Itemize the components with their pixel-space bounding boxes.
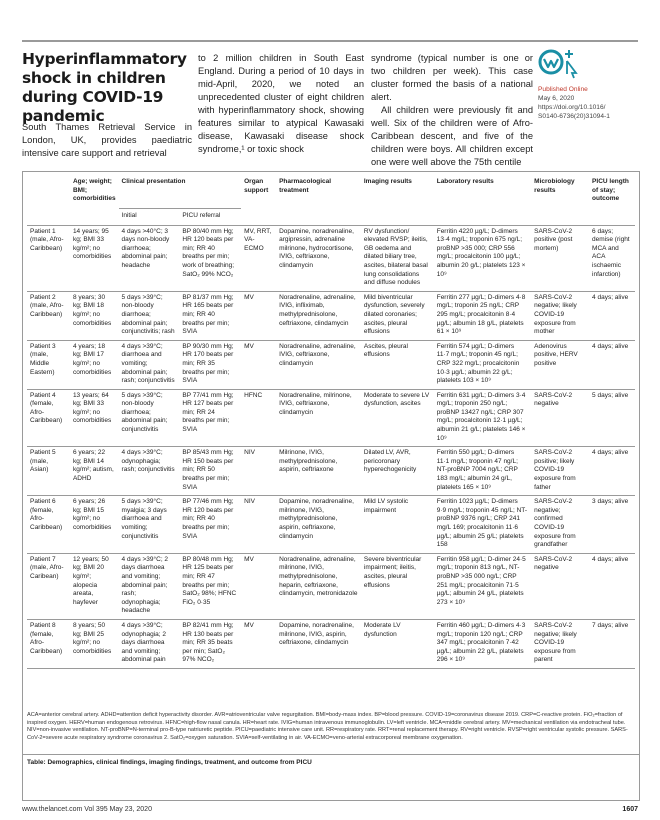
- cell-initial: 4 days >39°C; diarrhoea and vomiting; abdominal pain; rash; conjunctivitis: [121, 342, 175, 385]
- cell-imaging: Severe biventricular impairment; ileitis, ascites, pleural effusions: [363, 555, 422, 589]
- published-online: Published Online: [538, 86, 588, 93]
- cell-patient: Patient 5 (male, Asian): [30, 449, 56, 474]
- cell-stay: 4 days; alive: [592, 555, 629, 563]
- cell-pharma: Dopamine, noradrenaline, argipressin, adrenaline milrinone, hydrocortisone, IVIG, ceftriaxone, clindamycin: [279, 227, 354, 269]
- cell-initial: 4 days >40°C; 3 days non-bloody diarrhoea; abdominal pain; headache: [121, 227, 170, 269]
- table-row: [27, 340, 635, 389]
- cell-imaging: Dilated LV, AVR, pericoronary hyperechogenicity: [363, 449, 417, 474]
- cell-initial: 5 days >39°C; non-bloody diarrhoea; abdominal pain; conjunctivitis; rash: [121, 293, 175, 336]
- table-row: [27, 225, 635, 291]
- cell-picu: BP 80/40 mm Hg; HR 120 beats per min; RR 40 breaths per min; work of breathing; SatO₂ 99% NCO₂: [182, 227, 235, 278]
- header-organ: Organ support: [241, 172, 276, 225]
- cell-micro: SARS-CoV-2 negative: [534, 391, 573, 408]
- cell-organ: MV: [244, 621, 254, 629]
- cell-age: 12 years; 50 kg; BMI 20 kg/m²; alopecia areata, hayfever: [72, 555, 109, 606]
- publication-info: [538, 85, 646, 121]
- top-rule: [22, 40, 638, 42]
- doi-line-1[interactable]: https://doi.org/10.1016/: [538, 104, 606, 111]
- cell-micro: SARS-CoV-2 negative; likely COVID-19 exposure from mother: [534, 293, 577, 336]
- patient-table: [27, 172, 635, 669]
- header-imaging: Imaging results: [361, 172, 434, 225]
- cell-lab: Ferritin 1023 µg/L; D-dimers 9·9 mg/L; troponin 45 ng/L; NT-proBNP 9376 ng/L; CRP 241 mg/L 169; procalcitonin 11·6 µg/L; albumin 25 g/L; platelets 158: [436, 498, 528, 549]
- table-row: [27, 389, 635, 447]
- header-micro: Microbiology results: [531, 172, 589, 225]
- cell-pharma: Noradrenaline, adrenaline, IVIG, infliximab, methylprednisolone, ceftriaxone, clindamycin: [279, 293, 356, 327]
- cell-organ: MV, RRT, VA-ECMO: [244, 227, 272, 252]
- header-initial: Initial: [119, 209, 180, 226]
- cell-organ: NIV: [244, 498, 255, 506]
- cell-imaging: RV dysfunction/ elevated RVSP; ileitis, GB oedema and dilated biliary tree, ascites, bilateral basal lung consolidations and diffuse nodules: [363, 227, 428, 287]
- cell-initial: 4 days >39°C; odynophagia; rash; conjunctivitis: [121, 449, 175, 474]
- article-title: Hyperinflammatory shock in children during COVID-19 pandemic: [22, 50, 187, 125]
- cell-age: 13 years; 64 kg; BMI 33 kg/m²; no comorbidities: [72, 391, 112, 425]
- cell-lab: Ferritin 550 µg/L; D-dimers 11·1 mg/L; troponin 47 ng/L; NT-proBNP 7004 ng/L; CRP 183 mg/L; albumin 24 g/L, platelets 165 × 10⁹: [436, 449, 518, 491]
- article-lead: South Thames Retrieval Service in London, UK, provides paediatric intensive care support and retrieval: [22, 122, 192, 158]
- cell-micro: SARS-CoV-2 negative; likely COVID-19 exposure from parent: [534, 621, 577, 664]
- published-date: May 6, 2020: [538, 95, 575, 102]
- cell-pharma: Noradrenaline, adrenaline, IVIG, ceftriaxone, clindamycin: [279, 342, 356, 367]
- cell-micro: SARS-CoV-2 negative: [534, 555, 573, 572]
- table-caption: Table: Demographics, clinical findings, imaging findings, treatment, and outcome from PICU: [27, 759, 312, 766]
- cell-patient: Patient 7 (male, Afro-Caribean): [30, 555, 64, 580]
- table-body: [27, 225, 635, 668]
- cell-lab: Ferritin 631 µg/L; D-dimers 3·4 mg/L; troponin 250 ng/L; proBNP 13427 ng/L; CRP 307 mg/L; procalcitonin 12·1 µg/L; albumin 21 g/L; platelets 146 × 10⁹: [436, 391, 526, 442]
- header-picu-stay: PICU length of stay; outcome: [589, 172, 635, 225]
- cell-organ: MV: [244, 342, 254, 350]
- cell-organ: HFNC: [244, 391, 263, 399]
- cell-age: 6 years; 22 kg; BMI 14 kg/m²; autism, ADHD: [72, 449, 114, 483]
- cell-pharma: Noradrenaline, adrenaline, milrinone, IVIG, methylprednisolone, heparin, ceftriaxone, clindamycin, metronidazole: [279, 555, 358, 598]
- cell-picu: BP 85/43 mm Hg; HR 150 beats per min; RR 50 breaths per min; SVIA: [182, 449, 234, 491]
- cell-age: 8 years; 30 kg; BMI 18 kg/m²; no comorbidities: [72, 293, 112, 327]
- table-row: [27, 291, 635, 340]
- table-box: [22, 171, 640, 801]
- cell-imaging: Mild biventricular dysfunction, severely dilated coronaries; ascites, pleural effusions: [363, 293, 425, 336]
- table-row: [27, 447, 635, 496]
- crossmark-logo-icon[interactable]: [538, 46, 586, 80]
- cell-lab: Ferritin 4220 µg/L; D-dimers 13·4 mg/L; troponin 675 ng/L; proBNP >35 000; CRP 556 mg/L; procalcitonin 100 µg/L; albumin 20 g/L; platelets 123 × 10⁹: [436, 227, 526, 278]
- cell-picu: BP 80/48 mm Hg; HR 125 beats per min; RR 47 breaths per min; SatO₂ 98%; HFNC FiO₂ 0·35: [182, 555, 237, 606]
- cell-micro: SARS-CoV-2 positive; likely COVID-19 exposure from father: [534, 449, 576, 491]
- header-clinical: Clinical presentation: [119, 172, 242, 209]
- cell-age: 6 years; 26 kg; BMI 15 kg/m²; no comorbidities: [72, 498, 112, 531]
- table-row: [27, 553, 635, 619]
- cell-lab: Ferritin 574 µg/L; D-dimers 11·7 mg/L; troponin 45 ng/L; CRP 322 mg/L; procalcitonin 10·3 µg/L; albumin 22 g/L; platelets 103 × 10⁹: [436, 342, 520, 385]
- cell-pharma: Dopamine, noradrenaline, milrinone, IVIG, methylprednisolone, aspirin, ceftriaxone, clindamycin: [279, 498, 354, 540]
- cell-initial: 4 days >39°C; 2 days diarrhoea and vomiting; abdominal pain; rash; odynophagia; headache: [121, 555, 169, 615]
- cell-organ: NIV: [244, 449, 255, 457]
- cell-age: 14 years; 95 kg; BMI 33 kg/m²; no comorbidities: [72, 227, 112, 261]
- cell-stay: 4 days; alive: [592, 342, 629, 350]
- cell-patient: Patient 8 (female, Afro-Caribbean): [30, 621, 63, 655]
- cell-stay: 4 days; alive: [592, 293, 629, 301]
- cell-stay: 5 days; alive: [592, 391, 629, 399]
- cell-picu: BP 82/41 mm Hg; HR 130 beats per min; RR 35 beats per min; SatO₂ 97% NCO₂: [182, 621, 234, 664]
- footer-page-number: 1607: [622, 806, 638, 813]
- cell-picu: BP 81/37 mm Hg; HR 165 beats per min; RR 40 breaths per min; SVIA: [182, 293, 234, 336]
- cell-pharma: Dopamine, noradrenaline, milrinone, IVIG, aspirin, ceftriaxone, clindamycin: [279, 621, 354, 647]
- cell-picu: BP 77/41 mm Hg; HR 127 beats per min; RR 24 breaths per min; SVIA: [182, 391, 234, 434]
- caption-rule: [23, 754, 639, 755]
- header-age: Age; weight; BMI; comorbidities: [70, 172, 119, 225]
- cell-initial: 5 days >39°C; non-bloody diarrhoea; abdominal pain; conjunctivitis: [121, 391, 168, 434]
- cell-stay: 6 days; demise (right MCA and ACA ischaemic infarction): [592, 227, 630, 278]
- cell-patient: Patient 6 (female, Afro-Caribbean): [30, 498, 63, 531]
- cell-imaging: Ascites, pleural effusions: [363, 342, 408, 359]
- cell-initial: 5 days >39°C; myalgia; 3 days diarrhoea and vomiting; conjunctivitis: [121, 498, 167, 540]
- cell-micro: SARS-CoV-2 positive (post mortem): [534, 227, 573, 252]
- cell-patient: Patient 4 (female, Afro-Caribbean): [30, 391, 63, 425]
- doi-line-2[interactable]: S0140-6736(20)31094-1: [538, 113, 610, 120]
- table-row: [27, 496, 635, 554]
- column-3-paragraph-1: syndrome (typical number is one or two children per week). This case cluster formed the basis of a national alert.: [371, 53, 533, 102]
- cell-micro: SARS-CoV-2 negative; confirmed COVID-19 exposure from grandfather: [534, 498, 576, 549]
- cell-stay: 7 days; alive: [592, 621, 629, 629]
- cell-imaging: Moderate to severe LV dysfunction, ascites: [363, 391, 430, 408]
- cell-age: 8 years; 50 kg; BMI 25 kg/m²; no comorbidities: [72, 621, 112, 655]
- cell-lab: Ferritin 277 µg/L; D-dimers 4·8 mg/L; troponin 25 ng/L; CRP 295 mg/L; procalcitonin 8·4 µg/L; albumin 18 g/L, platelets 61 × 10⁹: [436, 293, 526, 336]
- table-row: [27, 619, 635, 668]
- header-pharma: Pharmacological treatment: [276, 172, 361, 225]
- cell-patient: Patient 1 (male, Afro-Caribbean): [30, 227, 64, 252]
- cell-picu: BP 90/30 mm Hg; HR 170 beats per min; RR 35 breaths per min; SVIA: [182, 342, 234, 385]
- cell-initial: 4 days >39°C; odynophagia; 2 days diarrhoea and vomiting; abdominal pain: [121, 621, 167, 664]
- cell-organ: MV: [244, 293, 254, 301]
- cell-picu: BP 77/46 mm Hg; HR 120 beats per min; RR 40 breaths per min; SVIA: [182, 498, 234, 540]
- article-column-2: to 2 million children in South East England. During a period of 10 days in mid-April, 2020, we noted an unprecedented cluster of eight children with hyperinflammatory shock, showing features similar to atypical Kawasaki disease, Kawasaki disease shock syndrome,¹ or toxic shock: [198, 53, 364, 154]
- footer-journal[interactable]: www.thelancet.com Vol 395 May 23, 2020: [22, 806, 152, 813]
- cell-pharma: Noradrenaline, milrinone, IVIG, ceftriaxone, clindamycin: [279, 391, 352, 416]
- cell-lab: Ferritin 958 µg/L; D-dimer 24·5 mg/L; troponin 813 ng/L, NT-proBNP >35 000 ng/L; CRP 251 mg/L; procalcitonin 71·5 µg/L; albumin 24 g/L, platelets 273 × 10⁹: [436, 555, 526, 606]
- cell-imaging: Mild LV systolic impairment: [363, 498, 409, 514]
- header-patient: [27, 172, 70, 225]
- header-lab: Laboratory results: [434, 172, 531, 225]
- cell-imaging: Moderate LV dysfunction: [363, 621, 401, 638]
- cell-age: 4 years; 18 kg; BMI 17 kg/m²; no comorbidities: [72, 342, 112, 376]
- cell-organ: MV: [244, 555, 254, 563]
- cell-stay: 3 days; alive: [592, 498, 629, 506]
- cell-patient: Patient 3 (male, Middle Eastern): [30, 342, 56, 376]
- table-footnote: ACA=anterior cerebral artery. ADHD=attention deficit hyperactivity disorder. AVR=atrioventricular valve regurgitation. BMI=body-mass index. BP=blood pressure. COVID-19=coronavirus disease 2019. CRP=C-reactive protein. FiO₂=fraction of inspired oxygen. HERV=human endogenous retrovirus. HFNC=high-flow nasal canula. HR=heart rate. IVIG=human intravenous immunoglobulin. LV=left ventricle. MCA=middle cerebral artery. MV=mechanical ventilation via endotracheal tube. NIV=non-invasive ventilation. NT-proBNP=N-terminal pro-B-type natriuretic peptide. PICU=paediatric intensive care unit. RR=respiratory rate. RRT=renal replacement therapy. RV=right ventricle. RVSP=right ventricular systolic pressure. SARS-CoV-2=severe acute respiratory syndrome coronavirus 2. SatO₂=oxygen saturation. SVIA=self-ventilating in air. VA-ECMO=veno-arterial extracorporeal membrane oxygenation.: [27, 712, 628, 741]
- cell-lab: Ferritin 460 µg/L; D-dimers 4·3 mg/L; troponin 120 ng/L; CRP 347 mg/L; procalcitonin 7·42 µg/L; albumin 22 g/L, platelets 296 × 10⁹: [436, 621, 526, 664]
- cell-micro: Adenovirus positive, HERV positive: [534, 342, 578, 367]
- cell-patient: Patient 2 (male, Afro-Caribbean): [30, 293, 64, 318]
- header-picu-referral: PICU referral: [179, 209, 241, 226]
- cell-pharma: Milrinone, IVIG, methylprednisolone, aspirin, ceftriaxone: [279, 449, 338, 474]
- article-column-3: [371, 52, 533, 169]
- column-3-paragraph-2: All children were previously fit and well. Six of the children were of Afro-Caribbean descent, and five of the children were boys. All children except one were well above the 75th centile: [371, 105, 533, 167]
- cell-stay: 4 days; alive: [592, 449, 629, 457]
